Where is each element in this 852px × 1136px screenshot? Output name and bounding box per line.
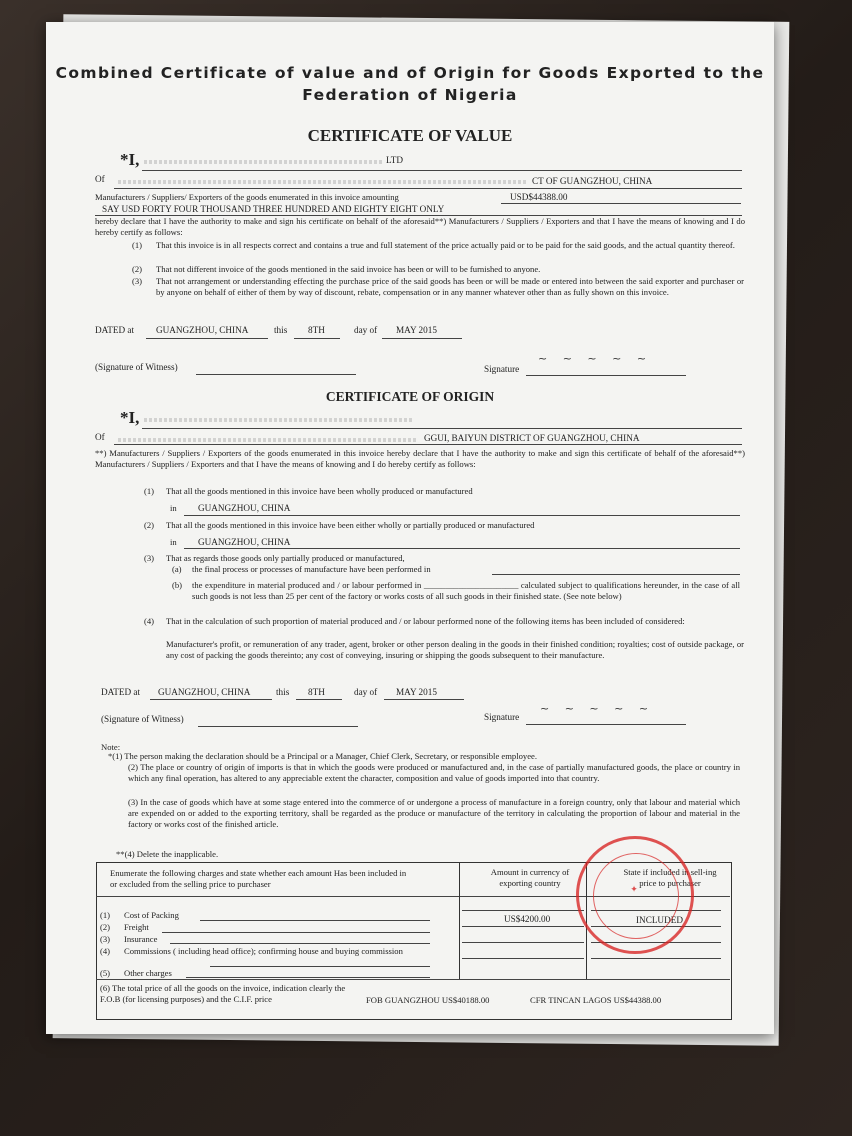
row-2-amount: US$4200.00	[504, 914, 551, 924]
cov-mfr-line: Manufacturers / Suppliers/ Exporters of the goods enumerated in this invoice amounting	[95, 192, 399, 202]
coo-dated-place: GUANGZHOU, CHINA	[158, 687, 251, 697]
row-3-amount-line	[462, 942, 584, 943]
row-4-amount-line	[462, 958, 584, 959]
coo-day: 8TH	[308, 687, 325, 697]
row-3-label: Insurance	[124, 934, 158, 944]
total-label: (6) The total price of all the goods on the invoice, indication clearly the F.O.B (for licensing purposes) and the C.I.F. price	[100, 983, 346, 1004]
coo-handwritten-signature: ~ ~ ~ ~ ~	[540, 702, 655, 715]
row-4-line	[210, 966, 430, 967]
certificate-page	[46, 22, 774, 1034]
coo-c3: That as regards those goods only partially produced or manufactured,	[166, 553, 405, 563]
coo-c4-items: Manufacturer's profit, or remuneration of any trader, agent, broker or other person dealing in the goods in their finished condition; royalties; cost of outside package, or any cost of packing the goods thereinto; any cost of conveying, insuring or shipping the goods subsequent to their manufacture.	[166, 639, 744, 660]
coo-c3a: the final process or processes of manufacture have been performed in	[192, 564, 431, 574]
coo-c1: That all the goods mentioned in this invoice have been wholly produced or manufactured	[166, 486, 473, 496]
coo-signature-label: Signature	[484, 712, 520, 722]
company-stamp	[576, 836, 694, 954]
note-1: *(1) The person making the declaration should be a Principal or a Manager, Chief Clerk, Secretary, or responsible employee.	[108, 751, 537, 761]
row-1-num: (1)	[100, 910, 111, 920]
cov-signature-line	[526, 375, 686, 376]
table-header-amount: Amount in currency of exporting country	[490, 867, 570, 888]
row-2-amount-line	[462, 926, 584, 927]
cov-clause-2-num: (2)	[132, 264, 143, 274]
row-2-included: INCLUDED	[636, 915, 683, 925]
coo-of-line	[114, 444, 742, 445]
total-fob: FOB GUANGZHOU US$40188.00	[366, 995, 490, 1005]
coo-month: MAY 2015	[396, 687, 437, 697]
coo-c3-num: (3)	[144, 553, 155, 563]
table-header-included: State if included in sell-ing price to purchaser	[623, 867, 717, 888]
document-title: Combined Certificate of value and of Origin for Goods Exported to the Federation of Nigeria	[55, 64, 765, 104]
coo-heading: CERTIFICATE OF ORIGIN	[325, 389, 495, 404]
redacted-address	[118, 180, 528, 184]
cov-clause-3-num: (3)	[132, 276, 143, 286]
cov-amount-line	[501, 203, 741, 204]
coo-c1-place: GUANGZHOU, CHINA	[198, 503, 291, 513]
cov-amount: USD$44388.00	[510, 192, 568, 202]
coo-c1-line	[184, 515, 740, 516]
row-2-num: (2)	[100, 922, 111, 932]
table-header-charges: Enumerate the following charges and state whether each amount Has been included in or excluded from the selling price to purchaser	[110, 868, 407, 889]
coo-address-visible: GGUI, BAIYUN DISTRICT OF GUANGZHOU, CHINA	[424, 433, 640, 443]
cov-heading: CERTIFICATE OF VALUE	[307, 126, 513, 145]
coo-dated-label: DATED at	[101, 687, 141, 697]
total-cfr: CFR TINCAN LAGOS US$44388.00	[530, 995, 662, 1005]
cov-of-label: Of	[95, 174, 105, 184]
cov-day-line	[294, 338, 340, 339]
row-4-label: Commissions ( including head office); confirming house and buying commission	[124, 946, 403, 956]
cov-this-label: this	[274, 325, 288, 335]
cov-handwritten-signature: ~ ~ ~ ~ ~	[538, 352, 653, 365]
coo-c3a-num: (a)	[172, 564, 182, 574]
coo-c3b: the expenditure in material produced and / or labour performed in ______________________ calculated subject to qualifications hereunder, in the case of all such goods is not less than 25 per cent of the factory or works costs of all such goods in their finished state. (See note below)	[192, 580, 740, 601]
coo-c2-num: (2)	[144, 520, 155, 530]
row-4-num: (4)	[100, 946, 111, 956]
company-stamp-mark: ✦	[630, 885, 640, 895]
note-label: Note:	[101, 742, 121, 752]
row-1-line	[200, 920, 430, 921]
coo-month-line	[384, 699, 464, 700]
coo-day-line	[296, 699, 342, 700]
coo-witness-line	[198, 726, 358, 727]
coo-dayof-label: day of	[354, 687, 378, 697]
cov-amount-words: SAY USD FORTY FOUR THOUSAND THREE HUNDRED AND EIGHTY EIGHT ONLY	[102, 204, 445, 214]
row-2-label: Freight	[124, 922, 149, 932]
coo-c2-in: in	[170, 537, 177, 547]
note-2: (2) The place or country of origin of imports is that in which the goods were produced or manufactured and, in the case of partially manufactured goods, the place or country in which any final operation, has altered to any appreciable extent the character, composition and value of goods imported into that country.	[128, 762, 740, 783]
coo-c3b-num: (b)	[172, 580, 183, 590]
cov-clause-1: That this invoice is in all respects correct and contains a true and full statement of the price actually paid or to be paid for the said goods, and the actual quantity thereof.	[156, 240, 735, 250]
company-stamp-inner-ring	[593, 853, 679, 939]
cov-dated-label: DATED at	[95, 325, 135, 335]
cov-dayof-label: day of	[354, 325, 378, 335]
cov-signature-label: Signature	[484, 364, 520, 374]
coo-intro: **) Manufacturers / Suppliers / Exporters of the goods enumerated in this invoice hereby declare that I have the authority to make and sign this certificate of behalf of the aforesaid**) Manufacturers / Suppliers / Exporters and that I have the means of knowing and I do hereby certify as follows:	[95, 448, 745, 469]
cov-i-prefix: *I,	[120, 150, 140, 169]
redacted-company-name-2	[144, 418, 414, 422]
cov-clause-2: That not different invoice of the goods mentioned in the said invoice has been or will to be furnished to anyone.	[156, 264, 541, 274]
cov-dated-place: GUANGZHOU, CHINA	[156, 325, 249, 335]
coo-c1-num: (1)	[144, 486, 155, 496]
row-1-amount-line	[462, 910, 584, 911]
row-5-line	[186, 977, 430, 978]
coo-i-prefix: *I,	[120, 408, 140, 427]
row-2-line	[162, 932, 430, 933]
coo-c3a-line	[492, 574, 740, 575]
coo-c4: That in the calculation of such proportion of material produced and / or labour performed none of the following items has been included of considered:	[166, 616, 685, 626]
row-3-num: (3)	[100, 934, 111, 944]
coo-i-line	[142, 428, 742, 429]
table-col-rule-1	[459, 862, 460, 979]
cov-clause-1-num: (1)	[132, 240, 143, 250]
note-3: (3) In the case of goods which have at some stage entered into the commerce of or undergone a process of manufacture in a foreign country, only that labour and material which are expended on or added to the exporting territory, shall be regarded as the produce or manufacture of the territory in calculating the proportion of labour and material in the factory or works cost of the finished article.	[128, 797, 740, 829]
coo-c2: That all the goods mentioned in this invoice have been either wholly or partially produced or manufactured	[166, 520, 535, 530]
cov-month-line	[382, 338, 462, 339]
redacted-address-2	[118, 438, 418, 442]
coo-signature-line	[526, 724, 686, 725]
coo-c1-in: in	[170, 503, 177, 513]
cov-witness-label: (Signature of Witness)	[95, 362, 178, 372]
coo-place-line	[150, 699, 272, 700]
row-3-line	[170, 943, 430, 944]
cov-declaration: hereby declare that I have the authority to make and sign his certificate on behalf of the aforesaid**) Manufacturers / Suppliers / Exporters and that I have the means of knowing and I do hereby certify as follows:	[95, 216, 745, 237]
cov-i-line	[142, 170, 742, 171]
cov-clause-3: That not arrangement or understanding effecting the purchase price of the said goods has been or will be made or entered into between the said exporter and purchaser or by anyone on behalf of either of them by way of discount, rebate, compensation or in any manner whatever other than as fully shown on this invoice.	[156, 276, 744, 297]
cov-of-line	[114, 188, 742, 189]
coo-c2-place: GUANGZHOU, CHINA	[198, 537, 291, 547]
cov-company-visible: LTD	[386, 155, 404, 165]
cov-day: 8TH	[308, 325, 325, 335]
row-1-label: Cost of Packing	[124, 910, 179, 920]
coo-c2-line	[184, 548, 740, 549]
table-total-rule	[96, 979, 730, 980]
cov-witness-line	[196, 374, 356, 375]
coo-of-label: Of	[95, 432, 105, 442]
coo-this-label: this	[276, 687, 290, 697]
coo-c4-num: (4)	[144, 616, 155, 626]
row-5-label: Other charges	[124, 968, 172, 978]
coo-witness-label: (Signature of Witness)	[101, 714, 184, 724]
cov-place-line	[146, 338, 268, 339]
row-4-included-line	[591, 958, 721, 959]
redacted-company-name	[144, 160, 384, 164]
row-5-num: (5)	[100, 968, 111, 978]
cov-address-visible: CT OF GUANGZHOU, CHINA	[532, 176, 653, 186]
cov-month: MAY 2015	[396, 325, 437, 335]
note-4: **(4) Delete the inapplicable.	[116, 849, 219, 859]
